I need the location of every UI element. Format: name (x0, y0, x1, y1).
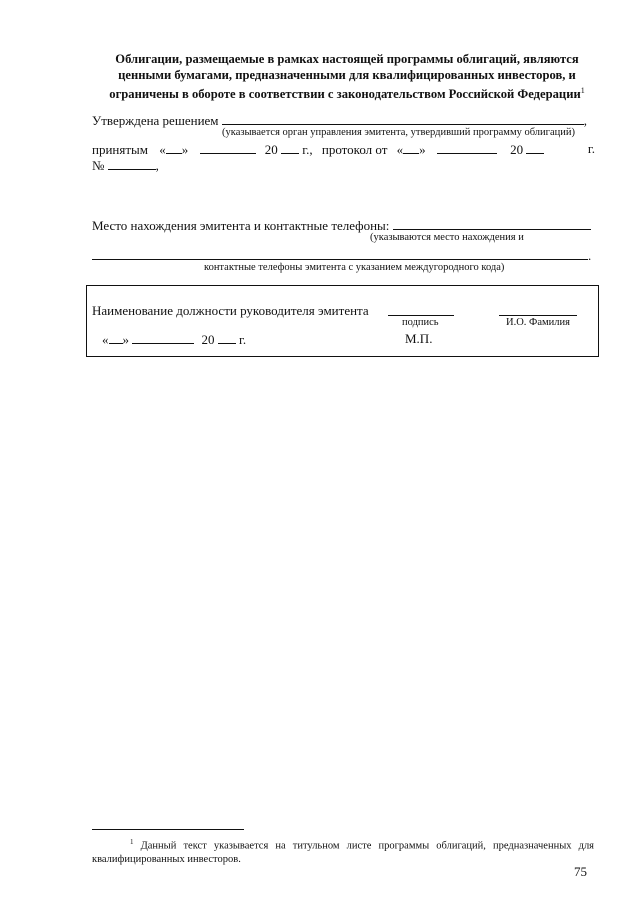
protocol-label: протокол от (321, 142, 388, 157)
protocol-year-suffix: г. (587, 141, 595, 156)
protocol-open-quote: « (396, 142, 404, 157)
stamp-label: М.П. (405, 331, 433, 346)
heading-line-2: ценными бумагами, предназначенными для квалифицированных инвесторов, и (118, 68, 576, 82)
signature-hint: подпись (402, 317, 439, 328)
footnote-separator (92, 829, 244, 830)
signature-close-quote: » (122, 332, 129, 347)
protocol-year-field[interactable] (526, 141, 544, 154)
signature-day-field[interactable] (109, 331, 123, 344)
signature-month-field[interactable] (132, 331, 194, 344)
signature-field[interactable] (388, 303, 454, 316)
heading-line-3 (92, 83, 602, 102)
protocol-day-field[interactable] (403, 141, 419, 154)
location-end-dot: . (588, 248, 592, 263)
full-name-field[interactable] (499, 303, 577, 316)
location-field-2[interactable] (92, 247, 588, 260)
location-hint-1: (указываются место нахождения и (370, 232, 524, 243)
accepted-year-prefix: 20 (264, 142, 278, 157)
accepted-month-field[interactable] (200, 141, 256, 154)
signature-year-suffix: г. (239, 332, 247, 347)
accepted-label: принятым (92, 142, 148, 157)
protocol-number-field[interactable] (108, 157, 156, 170)
accepted-year-field[interactable] (281, 141, 299, 154)
location-label: Место нахождения эмитента и контактные телефоны: (92, 218, 390, 233)
location-line-2 (92, 247, 591, 263)
protocol-close-quote: » (419, 142, 426, 157)
footnote-text: Данный текст указывается на титульном листе программы облигаций, предназначенных для квалифицированных инвесторов. (92, 840, 595, 865)
protocol-year-prefix: 20 (510, 142, 524, 157)
protocol-number-label: № (92, 158, 105, 173)
approval-body-field[interactable] (222, 112, 584, 125)
accepted-day-field[interactable] (166, 141, 182, 154)
signature-date-line (102, 331, 246, 347)
executive-position-label: Наименование должности руководителя эмитента (92, 303, 369, 318)
signature-year-field[interactable] (218, 331, 236, 344)
location-line (92, 217, 591, 233)
protocol-number-line (92, 157, 159, 173)
approval-comma: , (583, 113, 588, 128)
accepted-open-quote: « (159, 142, 166, 157)
accepted-close-quote: » (181, 142, 189, 157)
location-field-1[interactable] (393, 217, 591, 230)
location-hint-2: контактные телефоны эмитента с указанием междугородного кода) (204, 262, 505, 273)
signature-year-prefix: 20 (201, 332, 215, 347)
protocol-month-field[interactable] (437, 141, 497, 154)
page-number: 75 (574, 864, 587, 879)
footnote-ref-mark: 1 (580, 86, 585, 95)
approval-line (92, 112, 587, 128)
approval-label: Утверждена решением (92, 113, 219, 128)
heading-line-3-text: ограничены в обороте в соответствии с законодательством Российской Федерации (109, 87, 581, 102)
footnote-mark: 1 (130, 838, 134, 846)
full-name-hint: И.О. Фамилия (506, 317, 570, 328)
signature-open-quote: « (102, 332, 109, 347)
protocol-number-comma: , (155, 158, 159, 173)
approval-body-hint: (указывается орган управления эмитента, утвердивший программу облигаций) (222, 127, 575, 138)
legend-heading (92, 51, 602, 102)
accepted-year-suffix: г., (302, 142, 313, 157)
protocol-line (92, 141, 595, 157)
footnote (92, 836, 594, 866)
heading-line-1: Облигации, размещаемые в рамках настоящей программы облигаций, являются (115, 52, 579, 66)
